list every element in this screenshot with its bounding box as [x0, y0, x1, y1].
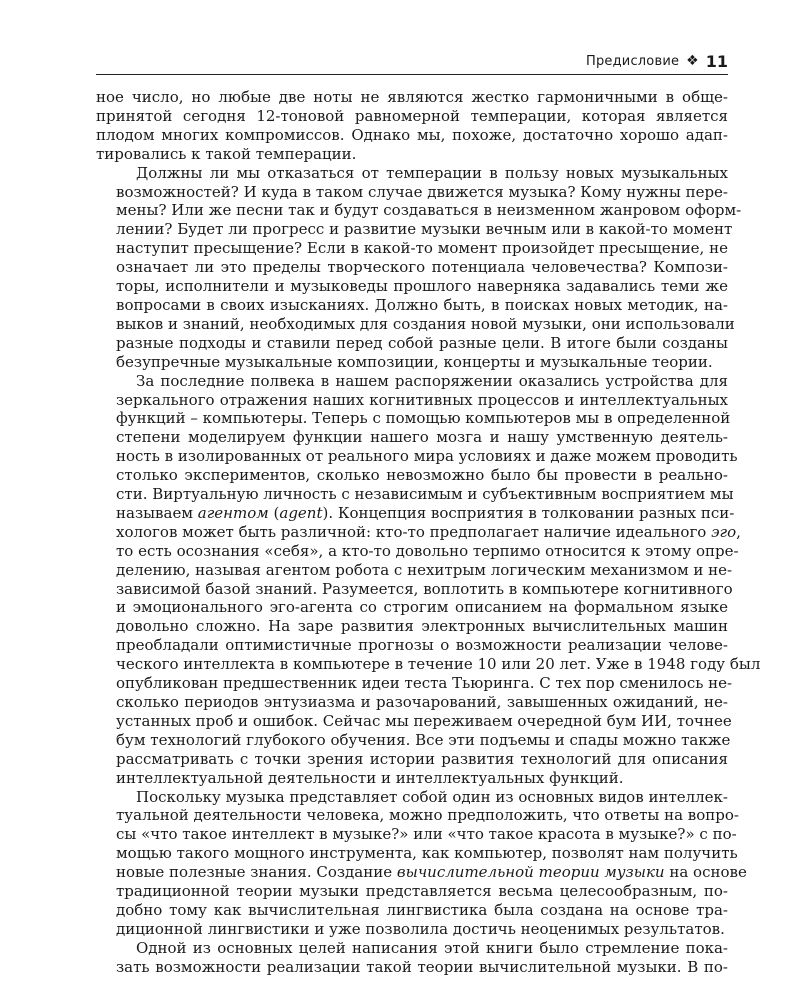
text-line: наступит пресыщение? Если в какой-то момент произойдет пресыщение, не	[116, 239, 728, 258]
page-number: 11	[705, 51, 728, 71]
text-line: плодом многих компромиссов. Однако мы, похоже, достаточно хорошо адап-	[96, 125, 728, 144]
text-line: зеркального отражения наших когнитивных процессов и интеллектуальных	[116, 390, 728, 409]
text-line: традиционной теории музыки представляется весьма целесообразным, по-	[116, 882, 728, 901]
text-line: преобладали оптимистичные прогнозы о возможности реализации челове-	[116, 636, 728, 655]
text-line: довольно сложно. На заре развития электронных вычислительных машин	[116, 617, 728, 636]
text-line: мощью такого мощного инструмента, как компьютер, позволят нам получить	[116, 844, 738, 863]
text-line: опубликован предшественник идеи теста Тьюринга. С тех пор сменилось не-	[116, 674, 733, 693]
text-line: Должны ли мы отказаться от темперации в пользу новых музыкальных	[136, 163, 728, 182]
text-line: зать возможности реализации такой теории вычислительной музыки. В по-	[116, 957, 728, 976]
running-header	[96, 48, 728, 75]
text-run: хологов может быть различной: кто-то предполагает наличие идеального	[116, 522, 712, 541]
paragraph	[96, 939, 728, 977]
text-run: (	[268, 503, 280, 522]
text-run: ). Концепция восприятия в толковании разных пси-	[322, 503, 735, 522]
italic-term: вычислительной теории музыки	[396, 863, 665, 882]
text-line: За последние полвека в нашем распоряжении оказались устройства для	[136, 371, 728, 390]
text-line: лении? Будет ли прогресс и развитие музыки вечным или в какой-то момент	[116, 220, 733, 239]
text-run: новые полезные знания. Создание	[116, 863, 397, 882]
paragraph	[96, 163, 742, 372]
paragraph	[96, 88, 728, 164]
italic-term: агентом	[197, 503, 269, 522]
text-line: выков и знаний, необходимых для создания новой музыки, они использовали	[116, 314, 735, 333]
text-line: диционной лингвистики и уже позволила достичь неоценимых результатов.	[116, 919, 725, 938]
text-line: то есть осознания «себя», а кто-то довольно терпимо относится к этому опре-	[116, 541, 739, 560]
text-line: туальной деятельности человека, можно предположить, что ответы на вопро-	[116, 806, 739, 825]
text-line: означает ли это пределы творческого потенциала человечества? Компози-	[116, 258, 728, 277]
ornament-icon: ❖	[686, 53, 699, 69]
text-line: и эмоционального эго-агента со строгим описанием на формальном языке	[116, 598, 728, 617]
text-run: ,	[736, 522, 741, 541]
text-line: столько экспериментов, сколько невозможно было бы провести в реально-	[116, 466, 728, 485]
text-line: бум технологий глубокого обучения. Все эти подъемы и спады можно также	[116, 730, 731, 749]
text-line: мены? Или же песни так и будут создаваться в неизменном жанровом оформ-	[116, 201, 742, 220]
italic-term: agent	[279, 503, 323, 522]
text-line: сколько периодов энтузиазма и разочарований, завышенных ожиданий, не-	[116, 693, 728, 711]
text-line: степени моделируем функции нашего мозга и нашу умственную деятель-	[116, 428, 728, 447]
text-line: торы, исполнители и музыковеды прошлого наверняка задавались теми же	[116, 277, 728, 296]
text-run: на основе	[664, 863, 747, 882]
text-run: называем	[116, 503, 198, 522]
text-line: ческого интеллекта в компьютере в течение 10 или 20 лет. Уже в 1948 году был	[116, 655, 761, 674]
text-line	[96, 863, 747, 882]
text-line: добно тому как вычислительная лингвистика была создана на основе тра-	[116, 900, 728, 919]
text-line: сы «что такое интеллект в музыке?» или «что такое красота в музыке?» с по-	[116, 825, 737, 844]
text-line: Одной из основных целей написания этой книги было стремление пока-	[136, 938, 728, 957]
text-line: рассматривать с точки зрения истории развития технологий для описания	[116, 749, 728, 768]
text-line: возможностей? И куда в таком случае движется музыка? Кому нужны пере-	[116, 182, 728, 201]
text-line: делению, называя агентом робота с нехитрым логическим механизмом и не-	[116, 560, 733, 579]
text-line: сти. Виртуальную личность с независимым и субъективным восприятием мы	[116, 485, 734, 504]
body-text	[96, 88, 761, 977]
text-line: ное число, но любые две ноты не являются жестко гармоничными в обще-	[96, 88, 728, 106]
text-line: Поскольку музыка представляет собой один из основных видов интеллек-	[136, 787, 728, 806]
text-line: вопросами в своих изысканиях. Должно быть, в поисках новых методик, на-	[116, 295, 728, 314]
text-line: функций – компьютеры. Теперь с помощью компьютеров мы в определенной	[116, 409, 731, 428]
text-line: ность в изолированных от реального мира условиях и даже можем проводить	[116, 447, 738, 466]
section-title: Предисловие	[585, 53, 680, 69]
text-line: разные подходы и ставили перед собой разные цели. В итоге были созданы	[116, 333, 728, 352]
paragraph	[96, 371, 761, 788]
italic-term: эго	[711, 522, 737, 541]
text-line: устанных проб и ошибок. Сейчас мы переживаем очередной бум ИИ, точнее	[116, 711, 732, 730]
paragraph	[96, 787, 747, 939]
text-line	[96, 503, 735, 523]
text-line: безупречные музыкальные композиции, концерты и музыкальные теории.	[116, 352, 713, 371]
text-line	[96, 522, 741, 542]
text-line: интеллектуальной деятельности и интеллектуальных функций.	[116, 768, 624, 787]
text-line: тировались к такой темперации.	[96, 144, 357, 163]
text-line: принятой сегодня 12-тоновой равномерной темперации, которая является	[96, 106, 728, 125]
text-line: зависимой базой знаний. Разумеется, воплотить в компьютере когнитивного	[116, 579, 733, 598]
